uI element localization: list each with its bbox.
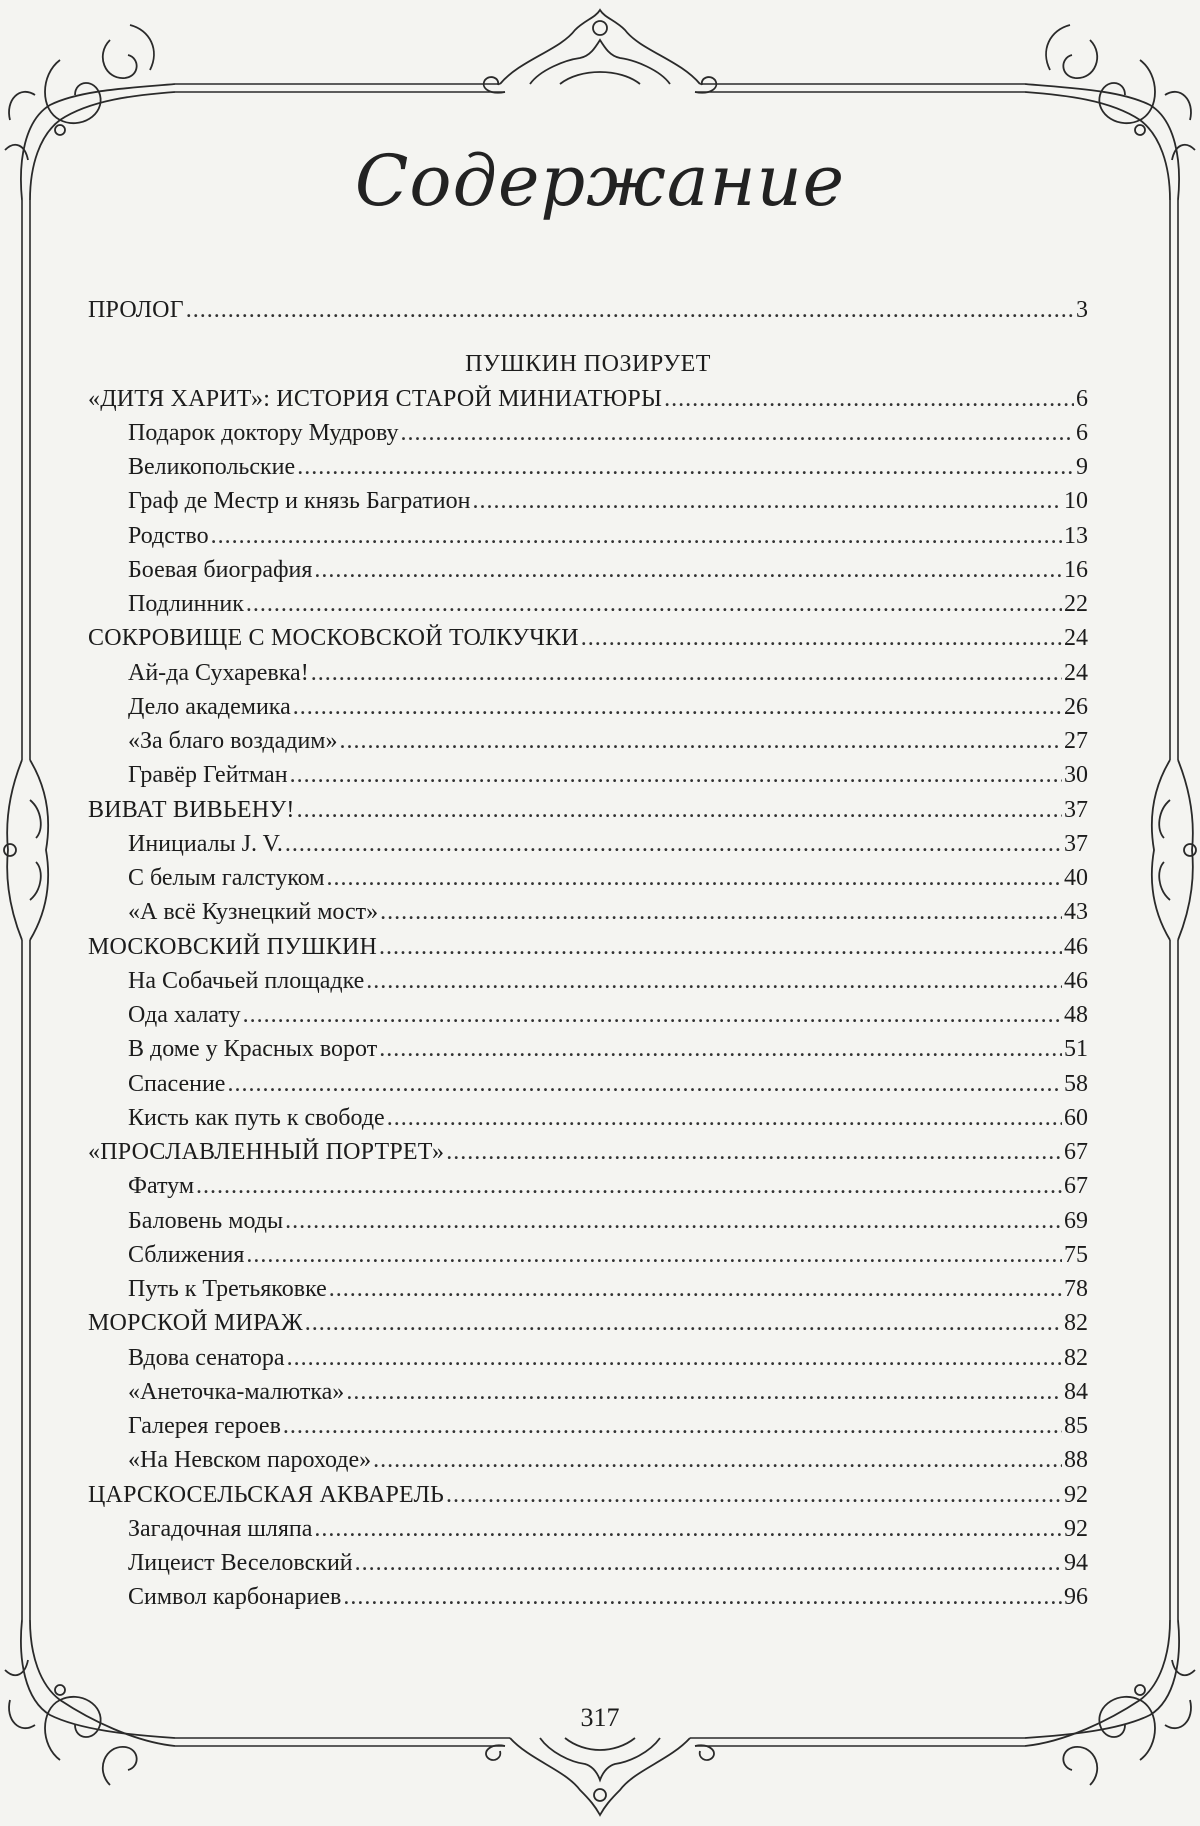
toc-subentry[interactable] [88,1238,1088,1272]
toc-subentry-page: 51 [1064,1036,1088,1063]
toc-subentry-page: 24 [1064,659,1088,686]
toc-subentry-title: Символ карбонариев [128,1584,342,1611]
toc-chapter-title: ВИВАТ ВИВЬЕНУ! [88,796,295,823]
toc-subentry[interactable] [88,895,1088,929]
toc-subentry[interactable] [88,998,1088,1032]
page-title: Содержание [354,140,846,222]
toc-chapter-page: 37 [1064,796,1088,823]
toc-subentry[interactable] [88,1169,1088,1203]
toc-subentry[interactable] [88,553,1088,587]
toc-subentry-page: 92 [1064,1515,1088,1542]
toc-subentry[interactable] [88,1580,1088,1614]
dot-leader [314,1512,1062,1546]
toc-subentry-title: Ай-да Сухаревка! [128,659,309,686]
toc-subentry-title: «Анеточка-малютка» [128,1378,345,1405]
toc-subentry-title: Граф де Местр и князь Багратион [128,488,471,515]
toc-subentry[interactable] [88,1512,1088,1546]
toc-subentry-page: 46 [1064,967,1088,994]
toc-entry-title: ПРОЛОГ [88,297,184,323]
toc-subentry-title: Подарок доктору Мудрову [128,419,399,446]
toc-subentry-page: 48 [1064,1002,1088,1028]
dot-leader [664,382,1074,416]
toc-subentry[interactable] [88,484,1088,518]
toc-subentry-title: Великопольские [128,454,296,480]
toc-subentry[interactable] [88,450,1088,484]
toc-subentry-title: Родство [128,522,209,549]
toc-subentry[interactable] [88,1204,1088,1238]
dot-leader [401,416,1074,450]
toc-subentry[interactable] [88,1067,1088,1101]
toc-chapter-page: 92 [1064,1481,1088,1508]
table-of-contents [88,293,1088,1615]
toc-subentry-page: 60 [1064,1104,1088,1131]
toc-subentry-title: Лицеист Веселовский [128,1550,353,1576]
toc-subentry[interactable] [88,1101,1088,1135]
toc-subentry-title: С белым галстуком [128,865,325,891]
toc-subentry-page: 69 [1064,1207,1088,1234]
dot-leader [380,895,1062,929]
toc-subentry-page: 26 [1064,693,1088,720]
toc-subentry-title: Дело академика [128,693,291,720]
toc-chapter-title: «ПРОСЛАВЛЕННЫЙ ПОРТРЕТ» [88,1139,445,1165]
dot-leader [283,1409,1062,1443]
toc-chapter-page: 82 [1064,1310,1088,1337]
dot-leader [311,656,1062,690]
toc-subentry-page: 75 [1064,1241,1088,1268]
toc-chapter-title: МОСКОВСКИЙ ПУШКИН [88,933,378,960]
toc-subentry-title: «За благо воздадим» [128,728,338,754]
toc-chapter-title: СОКРОВИЩЕ С МОСКОВСКОЙ ТОЛКУЧКИ [88,625,579,652]
dot-leader [329,1272,1062,1306]
toc-chapter-page: 24 [1064,625,1088,652]
toc-chapter-title: ЦАРСКОСЕЛЬСКАЯ АКВАРЕЛЬ [88,1481,445,1508]
toc-subentry[interactable] [88,964,1088,998]
dot-leader [314,553,1062,587]
dot-leader [246,587,1062,621]
dot-leader [379,930,1062,964]
toc-subentry-title: Загадочная шляпа [128,1515,313,1542]
toc-subentry-page: 37 [1064,830,1088,857]
toc-subentry[interactable] [88,656,1088,690]
toc-subentry-page: 94 [1064,1550,1088,1576]
dot-leader [305,1306,1062,1340]
toc-subentry[interactable] [88,758,1088,792]
toc-subentry-title: Вдова сенатора [128,1344,285,1371]
toc-subentry-title: Инициалы J. V. [128,830,283,857]
section-heading: ПУШКИН ПОЗИРУЕТ [465,351,711,378]
toc-subentry-page: 85 [1064,1413,1088,1439]
toc-chapter[interactable] [88,382,1088,416]
dot-leader [343,1580,1062,1614]
toc-entry-prologue[interactable] [88,293,1088,327]
toc-subentry-title: Ода халату [128,1002,241,1028]
toc-subentry-title: Путь к Третьяковке [128,1276,327,1302]
toc-subentry[interactable] [88,416,1088,450]
toc-subentry-page: 27 [1064,728,1088,754]
toc-chapter[interactable] [88,1478,1088,1512]
toc-subentry[interactable] [88,587,1088,621]
toc-subentry-title: Подлинник [128,591,244,617]
dot-leader [346,1375,1062,1409]
toc-subentry-title: Спасение [128,1070,226,1097]
dot-leader [227,1067,1062,1101]
toc-subentry-page: 88 [1064,1447,1088,1474]
toc-subentry[interactable] [88,724,1088,758]
toc-subentry-title: «А всё Кузнецкий мост» [128,899,379,926]
dot-leader [285,827,1062,861]
toc-subentry[interactable] [88,1341,1088,1375]
toc-chapter[interactable] [88,930,1088,964]
toc-subentry[interactable] [88,1546,1088,1580]
toc-subentry-page: 10 [1064,488,1088,515]
toc-subentry-title: «На Невском пароходе» [128,1447,372,1474]
dot-leader [285,1204,1062,1238]
toc-subentry-title: Баловень моды [128,1207,284,1234]
toc-chapter[interactable] [88,1306,1088,1340]
dot-leader [472,484,1062,518]
dot-leader [297,793,1062,827]
toc-subentry[interactable] [88,861,1088,895]
dot-leader [339,724,1062,758]
dot-leader [293,690,1062,724]
dot-leader [387,1101,1062,1135]
dot-leader [246,1238,1062,1272]
dot-leader [446,1135,1062,1169]
toc-subentry[interactable] [88,827,1088,861]
toc-subentry[interactable] [88,1032,1088,1066]
toc-subentry-title: Галерея героев [128,1413,281,1439]
toc-subentry-page: 6 [1076,419,1088,446]
toc-subentry-page: 58 [1064,1070,1088,1097]
dot-leader [366,964,1062,998]
dot-leader [287,1341,1062,1375]
page-number: 317 [580,1703,620,1732]
toc-chapter-page: 46 [1064,933,1088,960]
toc-subentry-page: 16 [1064,556,1088,583]
toc-entry-page: 3 [1076,297,1088,323]
toc-subentry-title: На Собачьей площадке [128,967,365,994]
toc-subentry[interactable] [88,1375,1088,1409]
toc-subentry-title: Фатум [128,1173,195,1200]
dot-leader [327,861,1062,895]
toc-subentry[interactable] [88,1409,1088,1443]
dot-leader [243,998,1062,1032]
toc-subentry-page: 13 [1064,522,1088,549]
toc-subentry-title: Боевая биография [128,556,313,583]
dot-leader [379,1032,1062,1066]
toc-subentry-page: 30 [1064,762,1088,789]
toc-subentry[interactable] [88,1443,1088,1477]
toc-subentry-title: В доме у Красных ворот [128,1036,378,1063]
toc-subentry[interactable] [88,519,1088,553]
toc-chapter-title: МОРСКОЙ МИРАЖ [88,1310,303,1337]
toc-subentry-page: 67 [1064,1173,1088,1200]
dot-leader [297,450,1074,484]
toc-subentry-title: Гравёр Гейтман [128,762,288,789]
toc-subentry[interactable] [88,690,1088,724]
dot-leader [211,519,1062,553]
dot-leader [186,293,1074,327]
toc-subentry-title: Кисть как путь к свободе [128,1104,385,1131]
dot-leader [290,758,1062,792]
dot-leader [446,1478,1062,1512]
dot-leader [355,1546,1062,1580]
toc-chapter-page: 67 [1064,1139,1088,1165]
toc-chapter-page: 6 [1076,385,1088,412]
toc-chapter-title: «ДИТЯ ХАРИТ»: ИСТОРИЯ СТАРОЙ МИНИАТЮРЫ [88,385,663,412]
toc-subentry[interactable] [88,1272,1088,1306]
toc-subentry-page: 78 [1064,1276,1088,1302]
toc-subentry-page: 84 [1064,1378,1088,1405]
toc-chapter[interactable] [88,793,1088,827]
toc-subentry-page: 9 [1076,454,1088,480]
dot-leader [196,1169,1062,1203]
toc-chapter[interactable] [88,1135,1088,1169]
toc-subentry-title: Сближения [128,1241,245,1268]
toc-subentry-page: 40 [1064,865,1088,891]
toc-subentry-page: 82 [1064,1344,1088,1371]
spacer [88,327,1088,347]
toc-chapter[interactable] [88,621,1088,655]
dot-leader [373,1443,1062,1477]
toc-subentry-page: 43 [1064,899,1088,926]
dot-leader [581,621,1062,655]
toc-subentry-page: 22 [1064,591,1088,617]
toc-subentry-page: 96 [1064,1584,1088,1611]
